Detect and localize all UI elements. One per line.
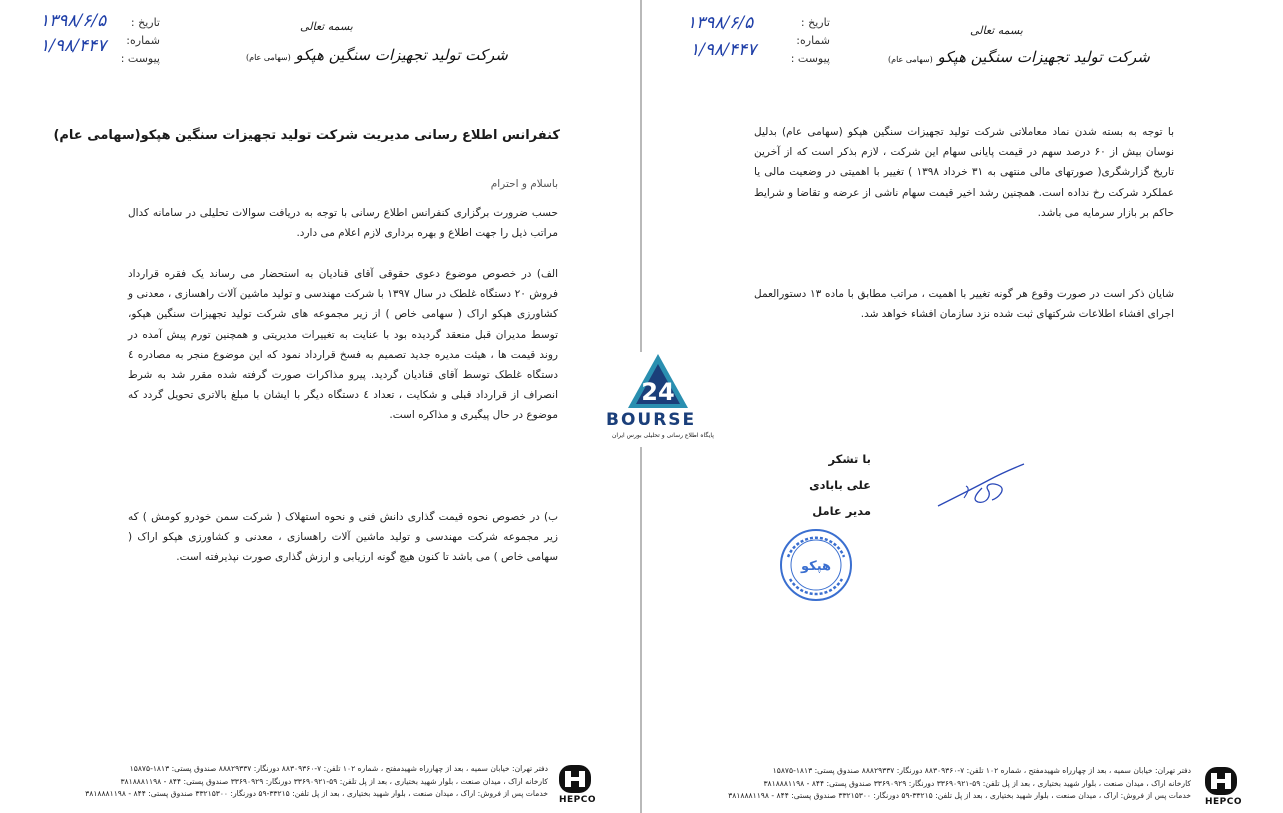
footer-tehran-office-right: دفتر تهران: خیابان سمیه ، بعد از چهارراه شهیدمفتح ، شماره ۱۰۲ تلفن: ۷-۸۸۳۰۹۳۶۰ دورنگار: ۸۸۸۲۹۳۳۷ صندوق پستی: ۱۸۱۳-۱۵۸۷۵ bbox=[772, 766, 1191, 775]
footer-addresses bbox=[85, 763, 548, 801]
bourse24-logo-icon bbox=[626, 352, 690, 410]
header-meta-right bbox=[791, 14, 830, 68]
seal-label: هپکو bbox=[800, 559, 832, 574]
footer-factory-right: کارخانه اراک ، میدان صنعت ، بلوار شهید بختیاری ، بعد از پل تلفن: ۵۹-۳۳۶۹۰۹۲۱ دورنگار: ۳۳۶۹۰۹۲۹ صندوق پستی: ۸۴۴ - ۳۸۱۸۸۸۱۱۹۸ bbox=[763, 778, 1191, 788]
hepco-logo-text: HEPCO bbox=[559, 795, 597, 805]
footer-after-sales: خدمات پس از فروش: اراک ، میدان صنعت ، بلوار شهید بختیاری ، بعد از پل تلفن: ۳۳۲۱۵-۵۹ دورنگار: ۳۳۲۱۵۳۰۰ صندوق پستی: ۸۴۴ - ۳۸۱۸۸۸۱۱۹۸ bbox=[85, 789, 548, 798]
handwritten-number-right: ۱/۹۸/۴۴۷ bbox=[690, 40, 757, 60]
company-suffix-right: (سهامی عام) bbox=[888, 55, 933, 64]
bourse-tagline: پایگاه اطلاع رسانی و تحلیلی بورس ایران bbox=[612, 432, 714, 439]
footer-factory: کارخانه اراک ، میدان صنعت ، بلوار شهید بختیاری ، بعد از پل تلفن: ۵۹-۳۳۶۹۰۹۲۱ دورنگار: ۳۳۶۹۰۹۲۹ صندوق پستی: ۸۴۴ - ۳۸۱۸۸۸۱۱۹۸ bbox=[120, 776, 548, 786]
footer-after-sales-right: خدمات پس از فروش: اراک ، میدان صنعت ، بلوار شهید بختیاری ، بعد از پل تلفن: ۳۳۲۱۵-۵۹ دورنگار: ۳۳۲۱۵۳۰۰ صندوق پستی: ۸۴۴ - ۳۸۱۸۸۸۱۱۹۸ bbox=[728, 791, 1191, 800]
company-header-right bbox=[888, 48, 1150, 66]
attachment-label: پیوست : bbox=[120, 52, 160, 65]
symbol-closure-paragraph: با توجه به بسته شدن نماد معاملاتی شرکت تولید تجهیزات سنگین هپکو (سهامی عام) بدلیل نوسان بیش از ۶۰ درصد سهم در قیمت پایانی سهام این شرکت ، لازم بذکر است که از آخرین تاریخ گزارشگری( صورتهای مالی منتهی به ۳۱ خرداد ۱۳۹۸ ) تغییر با اهمیتی در وضعیت مالی یا عملکرد شرکت رخ نداده است. همچنین رشد اخیر قیمت سهام ناشی از عرضه و تقاضا و شرایط حاکم بر بازار سرمایه می باشد. bbox=[754, 126, 1175, 219]
date-label-right: تاریخ : bbox=[800, 16, 830, 29]
bourse-brand: BOURSE bbox=[606, 410, 697, 430]
bismillah-right: بسمه تعالی bbox=[970, 24, 1023, 37]
hepco-logo-text-right: HEPCO bbox=[1205, 797, 1243, 807]
number-label-right: شماره: bbox=[796, 34, 830, 47]
attachment-label-right: پیوست : bbox=[790, 52, 830, 65]
date-label: تاریخ : bbox=[130, 16, 160, 29]
signature-icon bbox=[934, 458, 1029, 520]
intro-paragraph: حسب ضرورت برگزاری کنفرانس اطلاع رسانی با توجه به دریافت سوالات تحلیلی در سامانه کدال مراتب ذیل را جهت اطلاع و بهره برداری لازم اعلام می دارد. bbox=[128, 207, 558, 240]
footer-tehran-office: دفتر تهران: خیابان سمیه ، بعد از چهارراه شهیدمفتح ، شماره ۱۰۲ تلفن: ۷-۸۸۳۰۹۳۶۰ دورنگار: ۸۸۸۲۹۳۳۷ صندوق پستی: ۱۸۱۳-۱۵۸۷۵ bbox=[129, 764, 548, 773]
header-meta bbox=[121, 14, 160, 68]
handwritten-number: ۱/۹۸/۴۴۷ bbox=[40, 36, 107, 56]
greeting: باسلام و احترام bbox=[490, 178, 558, 190]
company-name: شرکت تولید تجهیزات سنگین هپکو bbox=[295, 46, 508, 64]
number-label: شماره: bbox=[126, 34, 160, 47]
signer-title: مدیر عامل bbox=[812, 504, 871, 518]
handwritten-date-right: ۱۳۹۸/۶/۵ bbox=[687, 13, 754, 33]
disclosure-paragraph: شایان ذکر است در صورت وقوع هر گونه تغییر با اهمیت ، مراتب مطابق با ماده ۱۳ دستورالعمل اجرای افشاء اطلاعات شرکتهای ثبت شده نزد سازمان افشاء خواهد شد. bbox=[754, 288, 1174, 321]
company-suffix: (سهامی عام) bbox=[246, 53, 291, 62]
document-page-right bbox=[644, 0, 1283, 813]
bourse24-watermark bbox=[598, 352, 720, 447]
item-a-paragraph: الف) در خصوص موضوع دعوی حقوقی آقای قنادیان به استحضار می رساند یک فقره قرارداد فروش ۲۰ دستگاه غلطک در سال ۱۳۹۷ با شرکت مهندسی و تولید ماشین آلات راهسازی ، معدنی و کشاورزی هپکو اراک ( سهامی خاص ) از زیر مجموعه های شرکت تولید تجهیزات سنگین هپکو، توسط مدیران قبل منعقد گردیده بود با عنایت به تغییرات مدیریتی و همچنین تورم پیش آمده در روند قیمت ها ، هیئت مدیره جدید تصمیم به فسخ قرارداد نمود که این موضوع منجر به مصادره ٤ دستگاه غلطک توسط آقای قنادیان گردید. پیرو مذاکرات صورت گرفته شده مقرر شد به شرط انصراف از قرارداد قبلی و شکایت ، تعداد ٤ دستگاه دیگر با ایشان با مبلغ بالاتری تحویل گردد که موضوع در حال پیگیری و مذاکره است. bbox=[128, 268, 558, 422]
handwritten-date: ۱۳۹۸/۶/۵ bbox=[40, 11, 107, 31]
thanks-text: با تشکر bbox=[828, 452, 871, 466]
company-seal-icon bbox=[778, 527, 854, 603]
document-page-left bbox=[0, 0, 640, 813]
company-header bbox=[246, 46, 508, 64]
logo-number: 24 bbox=[641, 378, 675, 406]
footer-addresses-right bbox=[728, 765, 1191, 803]
signature-block bbox=[809, 446, 871, 524]
bismillah: بسمه تعالی bbox=[300, 20, 353, 33]
signer-name: علی بابادی bbox=[809, 478, 871, 492]
page-title: کنفرانس اطلاع رسانی مدیریت شرکت تولید تجهیزات سنگین هپکو(سهامی عام) bbox=[53, 128, 560, 143]
item-b-paragraph: ب) در خصوص نحوه قیمت گذاری دانش فنی و نحوه استهلاک ( شرکت سمن خودرو کومش ) که زیر مجموعه شرکت مهندسی و تولید ماشین آلات راهسازی ، معدنی و کشاورزی هپکو اراک ( سهامی خاص ) می باشد تا کنون هیچ گونه ارزیابی و ارزش گذاری صورت نپذیرفته است. bbox=[128, 511, 558, 564]
company-name-right: شرکت تولید تجهیزات سنگین هپکو bbox=[937, 48, 1150, 66]
